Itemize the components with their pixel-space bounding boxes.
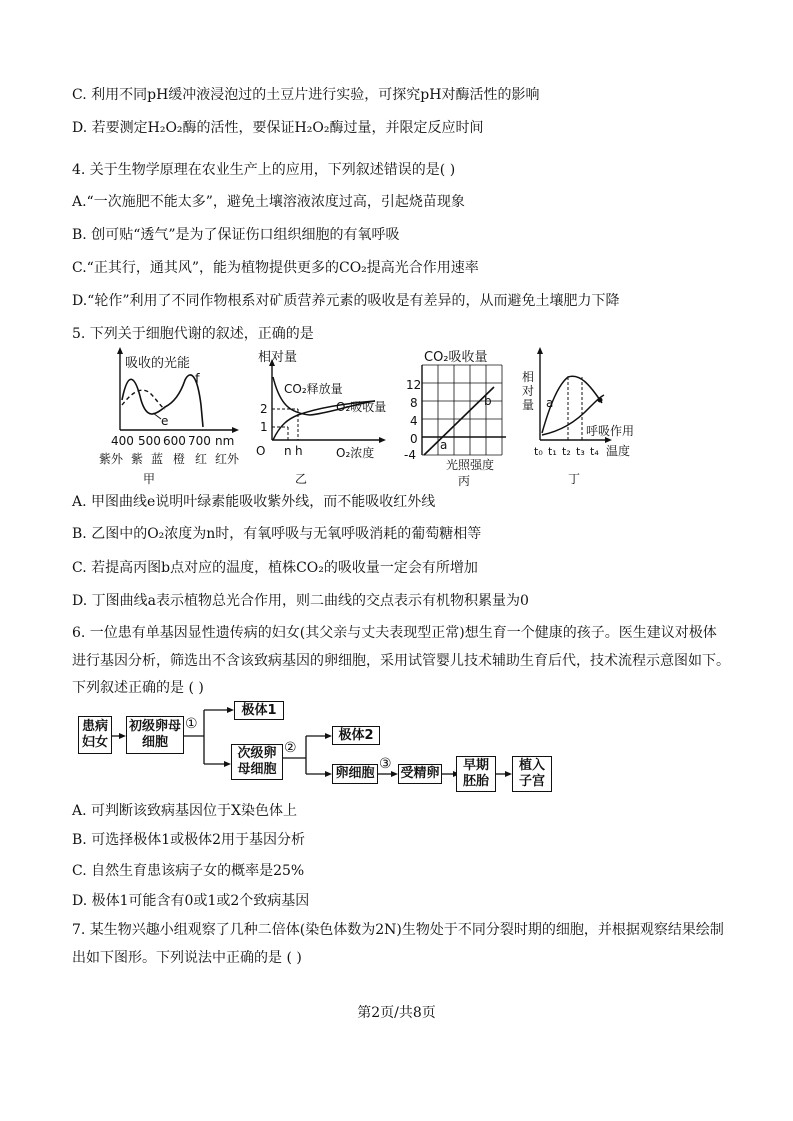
flow-box-polar2: 极体2 <box>332 726 380 745</box>
q6-option-a: A. 可判断该致病基因位于X染色体上 <box>72 803 297 819</box>
ding-xlabel: 温度 <box>606 444 631 458</box>
flow-box-embryo: 早期胚胎 <box>456 756 496 792</box>
figure-jia <box>95 345 250 490</box>
q3-option-d: D. 若要测定H₂O₂酶的活性，要保证H₂O₂酶过量，并限定反应时间 <box>72 120 484 136</box>
ding-xtick-t3: t₃ <box>576 445 585 458</box>
jia-band-ir: 红外 <box>215 452 240 466</box>
jia-band-orange: 橙 <box>173 452 186 466</box>
q5-option-b: B. 乙图中的O₂浓度为n时，有氧呼吸与无氧呼吸消耗的葡萄糖相等 <box>72 526 482 542</box>
figure-yi <box>250 345 390 490</box>
q6-option-c: C. 自然生育患该病子女的概率是25% <box>72 863 305 879</box>
jia-tick-nm: nm <box>215 434 235 448</box>
q4-stem: 4. 关于生物学原理在农业生产上的应用，下列叙述错误的是( ) <box>72 162 456 178</box>
jia-label-f: f <box>195 372 200 387</box>
ding-xtick-t4: t₄ <box>590 445 599 458</box>
ding-label-respiration: 呼吸作用 <box>586 424 635 438</box>
jia-band-violet: 紫 <box>131 452 144 466</box>
jia-caption: 甲 <box>143 472 156 486</box>
jia-tick-600: 600 <box>163 434 186 448</box>
jia-label-e: e <box>161 414 169 428</box>
bing-ytick-12: 12 <box>406 378 422 392</box>
bing-point-a: a <box>440 438 448 452</box>
q4-option-a: A.“一次施肥不能太多”，避免土壤溶液浓度过高，引起烧苗现象 <box>72 194 465 210</box>
ding-ylabel-2: 对 <box>522 384 535 398</box>
flow-step3: ③ <box>379 756 392 772</box>
page-footer: 第2页/共8页 <box>357 1005 436 1021</box>
q7-stem-line2: 出如下图形。下列说法中正确的是 ( ) <box>72 950 302 966</box>
q7-stem-line1: 7. 某生物兴趣小组观察了几种二倍体(染色体数为2N)生物处于不同分裂时期的细胞，并根据观察结果绘制 <box>72 922 724 938</box>
q5-stem: 5. 下列关于细胞代谢的叙述，正确的是 <box>72 326 314 342</box>
yi-xtick-n: n <box>284 444 292 458</box>
bing-point-b: b <box>484 394 492 408</box>
bing-ytick-4: 4 <box>410 414 418 428</box>
q5-option-d: D. 丁图曲线a表示植物总光合作用，则二曲线的交点表示有机物积累量为0 <box>72 593 529 609</box>
jia-tick-400: 400 <box>111 434 134 448</box>
flow-box-secondary-oocyte: 次级卵母细胞 <box>231 744 283 780</box>
flow-box-woman: 患病妇女 <box>78 716 112 754</box>
ding-ylabel-3: 量 <box>522 398 535 412</box>
jia-tick-500: 500 <box>138 434 161 448</box>
figure-ding <box>520 345 640 490</box>
q6-stem-line3: 下列叙述正确的是 ( ) <box>72 680 204 696</box>
q3-option-c: C. 利用不同pH缓冲液浸泡过的土豆片进行实验，可探究pH对酶活性的影响 <box>72 87 540 103</box>
bing-ylabel: CO₂吸收量 <box>424 350 488 365</box>
ding-xtick-t2: t₂ <box>562 445 571 458</box>
bing-xlabel: 光照强度 <box>446 458 495 472</box>
q6-stem-line2: 进行基因分析，筛选出不含该致病基因的卵细胞，采用试管婴儿技术辅助生育后代，技术流程示意图如下。 <box>72 653 730 669</box>
flow-box-egg: 卵细胞 <box>332 764 378 784</box>
q4-option-b: B. 创可贴“透气”是为了保证伤口组织细胞的有氧呼吸 <box>72 227 400 243</box>
bing-ytick-0: 0 <box>410 432 418 446</box>
yi-series1-label: CO₂释放量 <box>284 382 343 396</box>
ding-ylabel-1: 相 <box>522 370 535 384</box>
flow-step1: ① <box>185 716 198 732</box>
yi-xlabel: O₂浓度 <box>336 446 375 460</box>
bing-caption: 丙 <box>458 474 471 488</box>
ding-xtick-t1: t₁ <box>548 445 557 458</box>
jia-ylabel: 吸收的光能 <box>125 356 191 371</box>
q5-option-c: C. 若提高丙图b点对应的温度，植株CO₂的吸收量一定会有所增加 <box>72 560 478 576</box>
ding-label-a: a <box>546 396 554 410</box>
yi-ytick-1: 1 <box>260 420 268 434</box>
yi-ylabel: 相对量 <box>258 350 298 365</box>
bing-ytick-8: 8 <box>410 396 418 410</box>
jia-tick-700: 700 <box>188 434 211 448</box>
flow-box-zygote: 受精卵 <box>398 764 442 784</box>
flow-box-polar1: 极体1 <box>234 701 284 720</box>
bing-ytick-neg4: -4 <box>404 448 416 462</box>
ding-caption: 丁 <box>568 472 581 486</box>
flow-step2: ② <box>284 740 297 756</box>
q5-option-a: A. 甲图曲线e说明叶绿素能吸收紫外线，而不能吸收红外线 <box>72 494 436 510</box>
q6-stem-line1: 6. 一位患有单基因显性遗传病的妇女(其父亲与丈夫表现型正常)想生育一个健康的孩子。医生建议对极体 <box>72 625 717 641</box>
flow-box-primary-oocyte: 初级卵母细胞 <box>126 716 184 754</box>
yi-xtick-o: O <box>256 444 266 458</box>
q4-option-c: C.“正其行，通其风”，能为植物提供更多的CO₂提高光合作用速率 <box>72 260 479 276</box>
yi-ytick-2: 2 <box>260 402 268 416</box>
q6-option-b: B. 可选择极体1或极体2用于基因分析 <box>72 832 306 848</box>
q6-option-d: D. 极体1可能含有0或1或2个致病基因 <box>72 893 310 909</box>
yi-xtick-h: h <box>295 444 303 458</box>
ding-xtick-t0: t₀ <box>534 445 543 458</box>
q4-option-d: D.“轮作”利用了不同作物根系对矿质营养元素的吸收是有差异的，从而避免土壤肥力下降 <box>72 293 620 309</box>
jia-band-blue: 蓝 <box>151 452 164 466</box>
jia-band-red: 红 <box>195 452 208 466</box>
yi-series2-label: O₂吸收量 <box>336 400 387 414</box>
yi-caption: 乙 <box>295 472 308 486</box>
figure-bing <box>398 345 518 490</box>
jia-band-uv: 紫外 <box>99 452 124 466</box>
flow-box-implant: 植入子宫 <box>512 756 552 792</box>
